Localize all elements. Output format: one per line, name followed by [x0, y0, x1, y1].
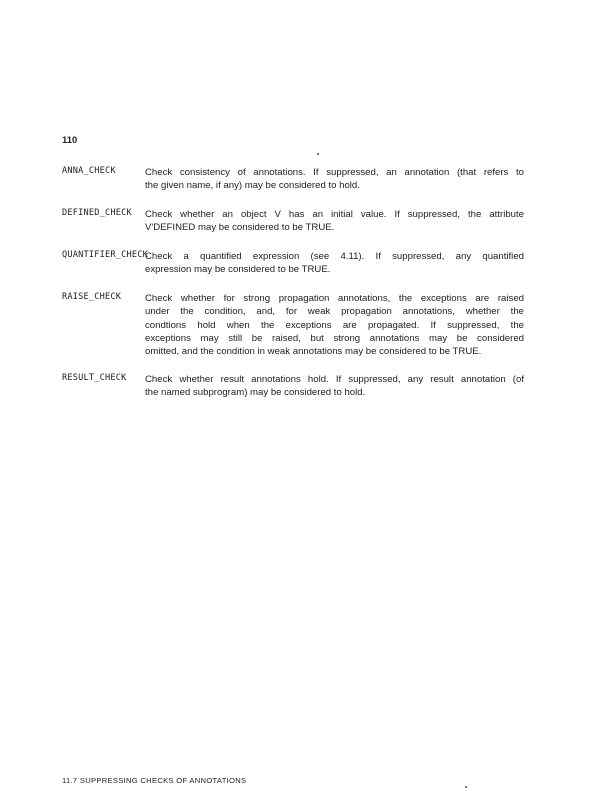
description-line: the named subprogram) may be considered to hold. [145, 387, 366, 399]
description-line: condtions hold when the exceptions are propagated. If suppressed, the [145, 319, 524, 331]
description-line: Check whether for strong propagation annotations, the exceptions are raised [145, 293, 524, 304]
description [145, 166, 524, 193]
description-line: Check whether result annotations hold. If suppressed, any result annotation (of [145, 374, 524, 385]
description [145, 208, 524, 235]
description-line: exceptions may still be raised, but strong annotations may be considered [145, 332, 524, 344]
term: ANNA_CHECK [62, 166, 116, 176]
description [145, 373, 524, 400]
description-line: V'DEFINED may be considered to be TRUE. [145, 222, 335, 234]
description [145, 292, 524, 358]
term: QUANTIFIER_CHECK [62, 250, 148, 260]
page-footer: 11.7 SUPPRESSING CHECKS OF ANNOTATIONS [62, 776, 247, 785]
description-line: expression may be considered to be TRUE. [145, 264, 331, 276]
description-line: Check a quantified expression (see 4.11). If suppressed, any quantified [145, 251, 524, 262]
scan-speck [465, 786, 467, 788]
description [145, 250, 524, 277]
term: DEFINED_CHECK [62, 208, 132, 218]
term: RESULT_CHECK [62, 373, 127, 383]
description-line: under the condition, and, for weak propagation annotations, whether the [145, 306, 524, 318]
description-line: the given name, if any) may be considered to hold. [145, 180, 360, 192]
scan-speck [317, 153, 319, 155]
description-line: omitted, and the condition in weak annotations may be considered to be TRUE. [145, 346, 482, 358]
term: RAISE_CHECK [62, 292, 122, 302]
page-number: 110 [62, 135, 78, 146]
description-line: Check consistency of annotations. If suppressed, an annotation (that refers to [145, 167, 524, 178]
description-line: Check whether an object V has an initial value. If suppressed, the attribute [145, 209, 524, 220]
